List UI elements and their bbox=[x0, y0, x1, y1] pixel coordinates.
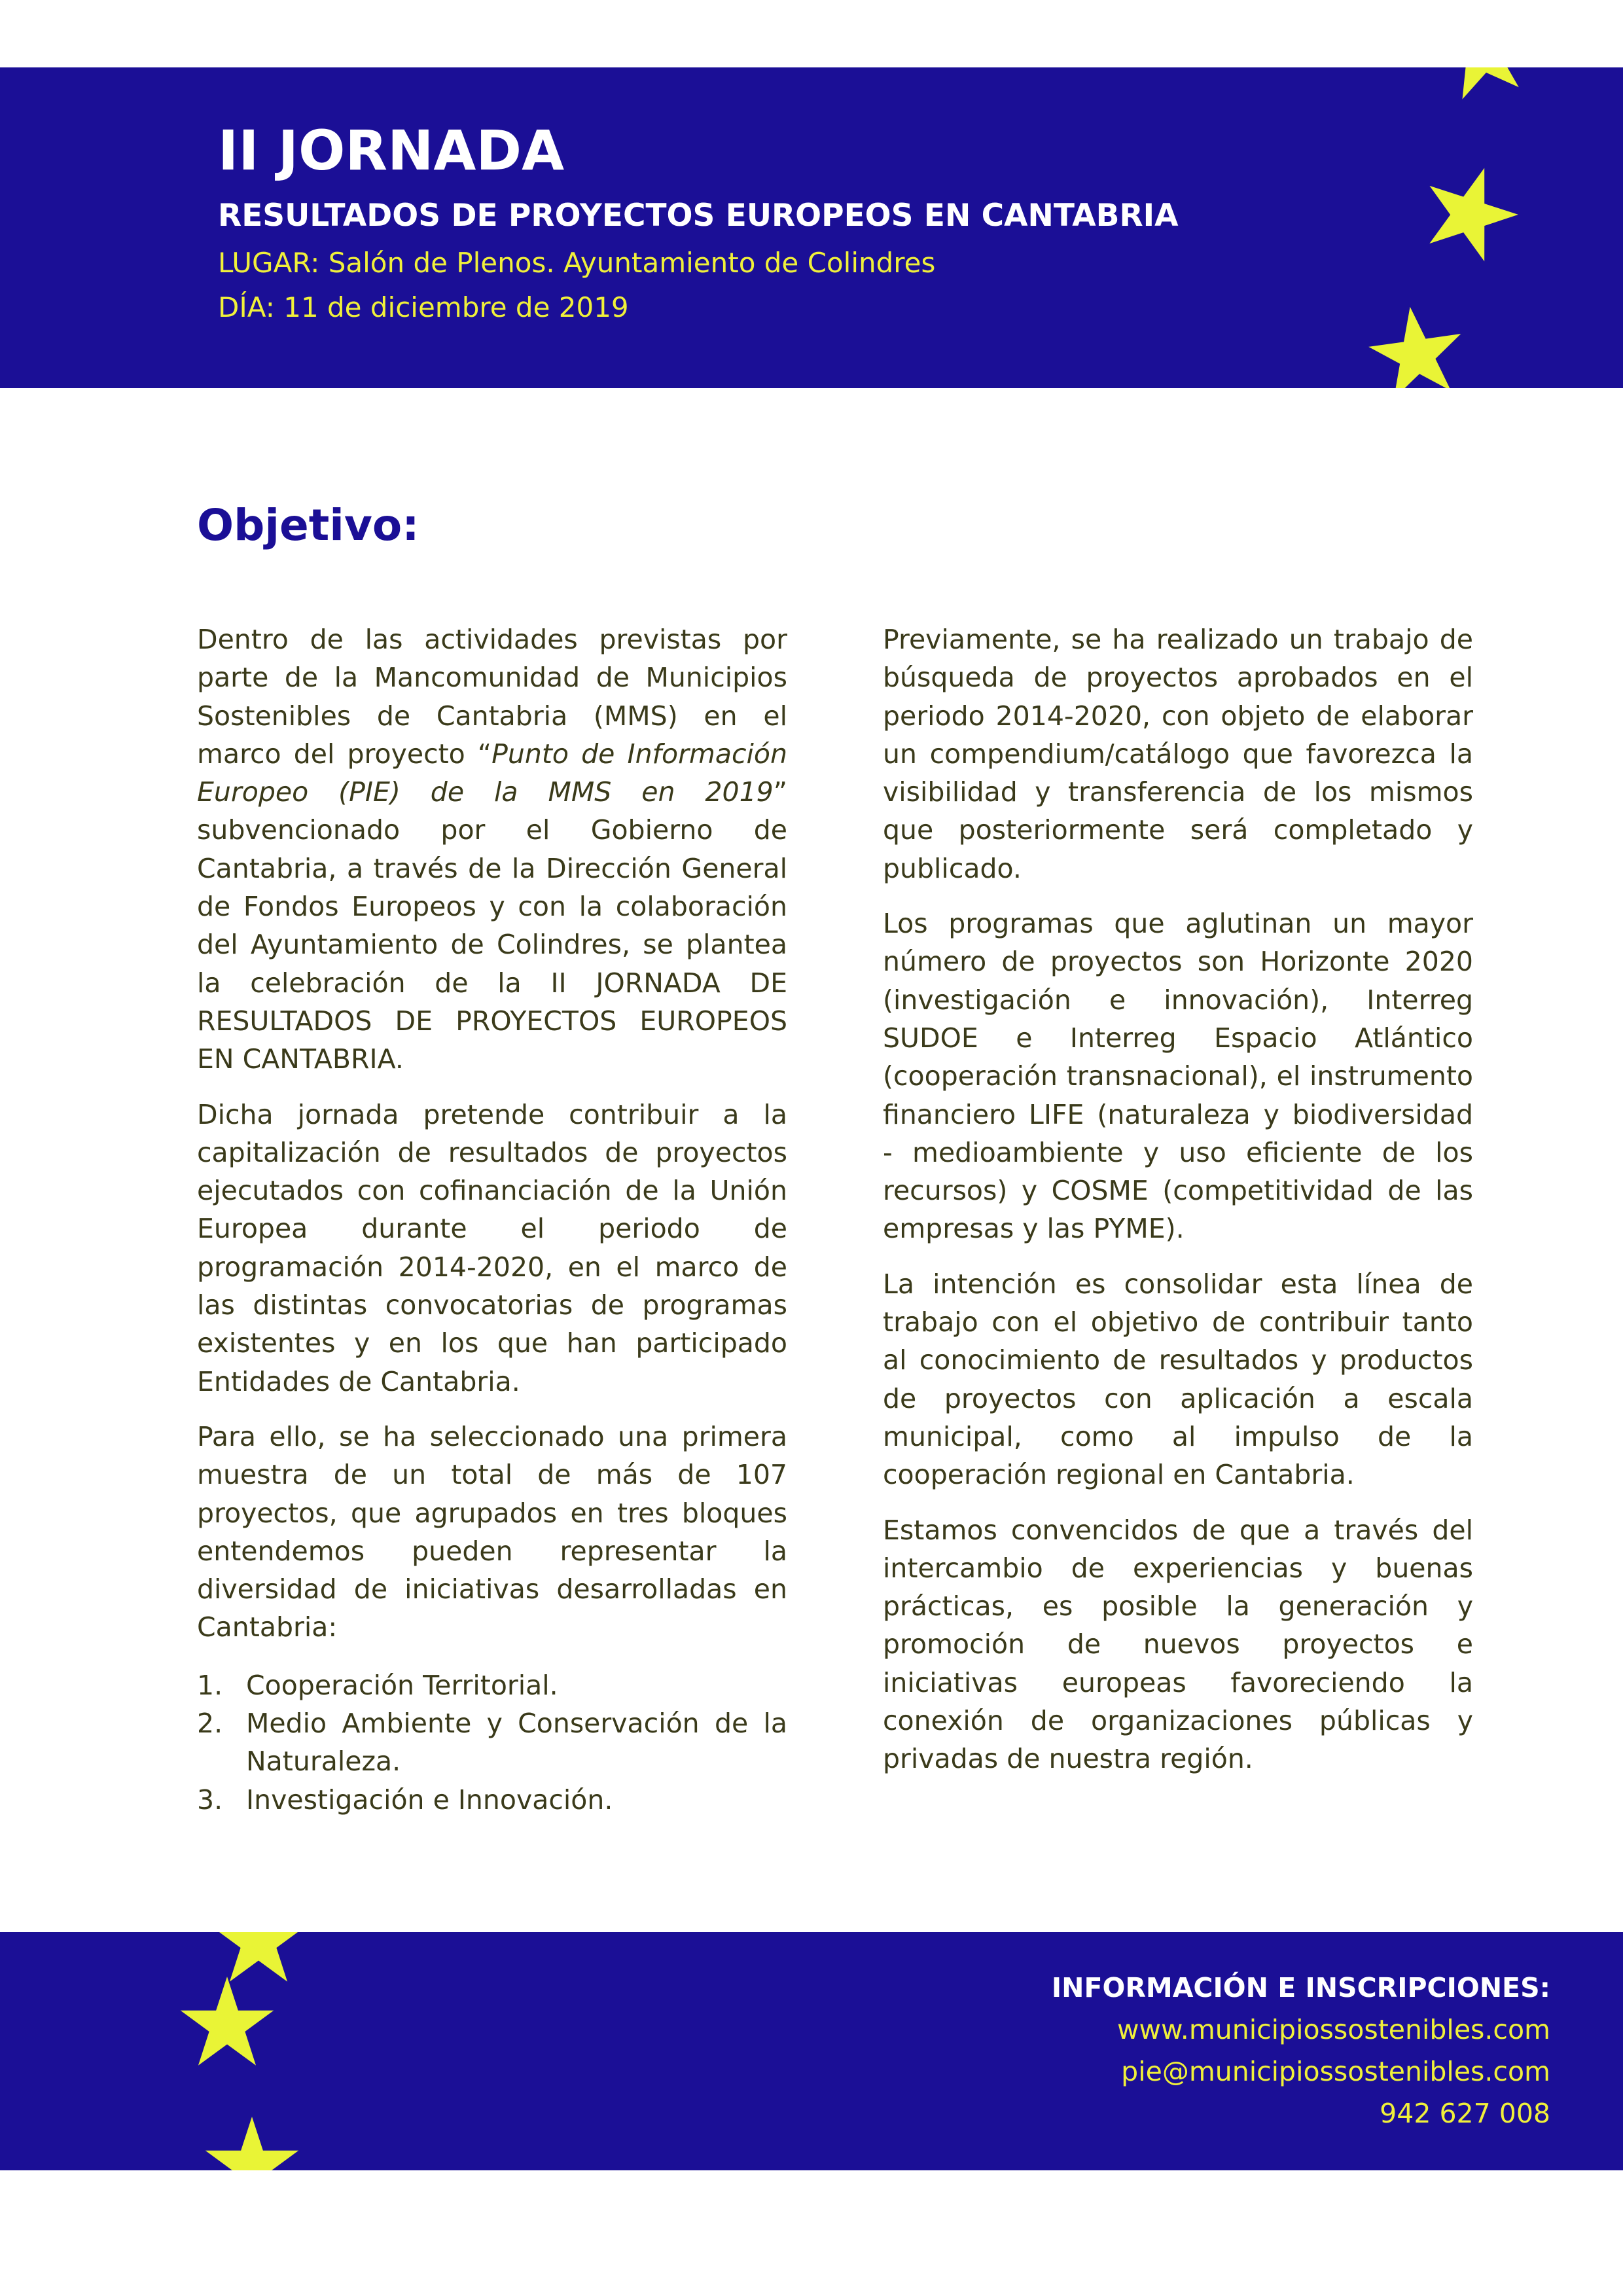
eu-star-icon bbox=[1368, 306, 1466, 388]
event-subtitle: RESULTADOS DE PROYECTOS EUROPEOS EN CANTABRIA bbox=[218, 198, 1179, 234]
event-place: LUGAR: Salón de Plenos. Ayuntamiento de Colindres bbox=[218, 247, 936, 279]
contact-title: INFORMACIÓN E INSCRIPCIONES: bbox=[1051, 1972, 1550, 2003]
website-link[interactable]: www.municipiossostenibles.com bbox=[1116, 2014, 1550, 2045]
list-item bbox=[197, 1704, 787, 1781]
list-text: Medio Ambiente y Conservación de la Naturaleza. bbox=[246, 1708, 787, 1778]
paragraph: Estamos convencidos de que a través del intercambio de experiencias y buenas prácticas, es posible la generación y promoción de nuevos proyectos e iniciativas europeas favoreciendo la conexión de organizaciones públicas y privadas de nuestra región. bbox=[883, 1514, 1473, 1775]
list-text: Cooperación Territorial. bbox=[246, 1669, 558, 1701]
eu-star-icon bbox=[1420, 166, 1518, 264]
list-number: 1. bbox=[197, 1669, 223, 1701]
paragraph-text: Dentro de las actividades previstas por parte de la Mancomunidad de Municipios Sostenibles de Cantabria (MMS) en el marco del proyecto “ bbox=[197, 624, 787, 770]
phone-number: 942 627 008 bbox=[1380, 2098, 1550, 2129]
eu-star-icon bbox=[203, 2117, 301, 2170]
list-number: 2. bbox=[197, 1708, 223, 1740]
paragraph bbox=[197, 620, 787, 1079]
block-list bbox=[197, 1666, 787, 1819]
paragraph-text: ” subvencionado por el Gobierno de Cantabria, a través de la Dirección General de Fondos Europeos y con la colaboración del Ayuntamiento de Colindres, se plantea la celebración de la II JORNADA DE RESULTADOS DE PROYECTOS EUROPEOS EN CANTABRIA. bbox=[197, 776, 787, 1075]
right-column bbox=[883, 620, 1473, 1795]
left-column bbox=[197, 620, 787, 1819]
project-name: Punto de Información Europeo (PIE) de la MMS en 2019 bbox=[197, 738, 787, 808]
list-item bbox=[197, 1666, 787, 1704]
paragraph: Los programas que aglutinan un mayor número de proyectos son Horizonte 2020 (investigación e innovación), Interreg SUDOE e Interreg Espacio Atlántico (cooperación transnacional), el instrumento financiero LIFE (naturaleza y biodiversidad - medioambiente y uso eficiente de los recursos) y COSME (competitividad de las empresas y las PYME). bbox=[883, 908, 1473, 1245]
paragraph: La intención es consolidar esta línea de trabajo con el objetivo de contribuir tanto al conocimiento de resultados y productos de proyectos con aplicación a escala municipal, como al impulso de la cooperación regional en Cantabria. bbox=[883, 1268, 1473, 1491]
email-link[interactable]: pie@municipiossostenibles.com bbox=[1121, 2056, 1550, 2087]
list-item bbox=[197, 1781, 787, 1819]
paragraph: Para ello, se ha seleccionado una primera muestra de un total de más de 107 proyectos, que agrupados en tres bloques entendemos pueden representar la diversidad de iniciativas desarrolladas en Cantabria: bbox=[197, 1420, 787, 1643]
list-number: 3. bbox=[197, 1784, 223, 1816]
event-title: II JORNADA bbox=[218, 118, 565, 183]
section-title: Objetivo: bbox=[197, 500, 419, 550]
eu-star-icon bbox=[178, 1977, 276, 2075]
contact-info bbox=[1052, 1967, 1550, 2134]
eu-star-icon bbox=[1433, 67, 1531, 103]
event-date: DÍA: 11 de diciembre de 2019 bbox=[218, 291, 629, 323]
header-text bbox=[218, 118, 1179, 326]
paragraph: Dicha jornada pretende contribuir a la capitalización de resultados de proyectos ejecutados con cofinanciación de la Unión Europea durante el periodo de programación 2014-2020, en el marco de las distintas convocatorias de programas existentes y en los que han participado Entidades de Cantabria. bbox=[197, 1098, 787, 1397]
paragraph: Previamente, se ha realizado un trabajo de búsqueda de proyectos aprobados en el periodo 2014-2020, con objeto de elaborar un compendium/catálogo que favorezca la visibilidad y transferencia de los mismos que posteriormente será completado y publicado. bbox=[883, 624, 1473, 884]
list-text: Investigación e Innovación. bbox=[246, 1784, 613, 1816]
